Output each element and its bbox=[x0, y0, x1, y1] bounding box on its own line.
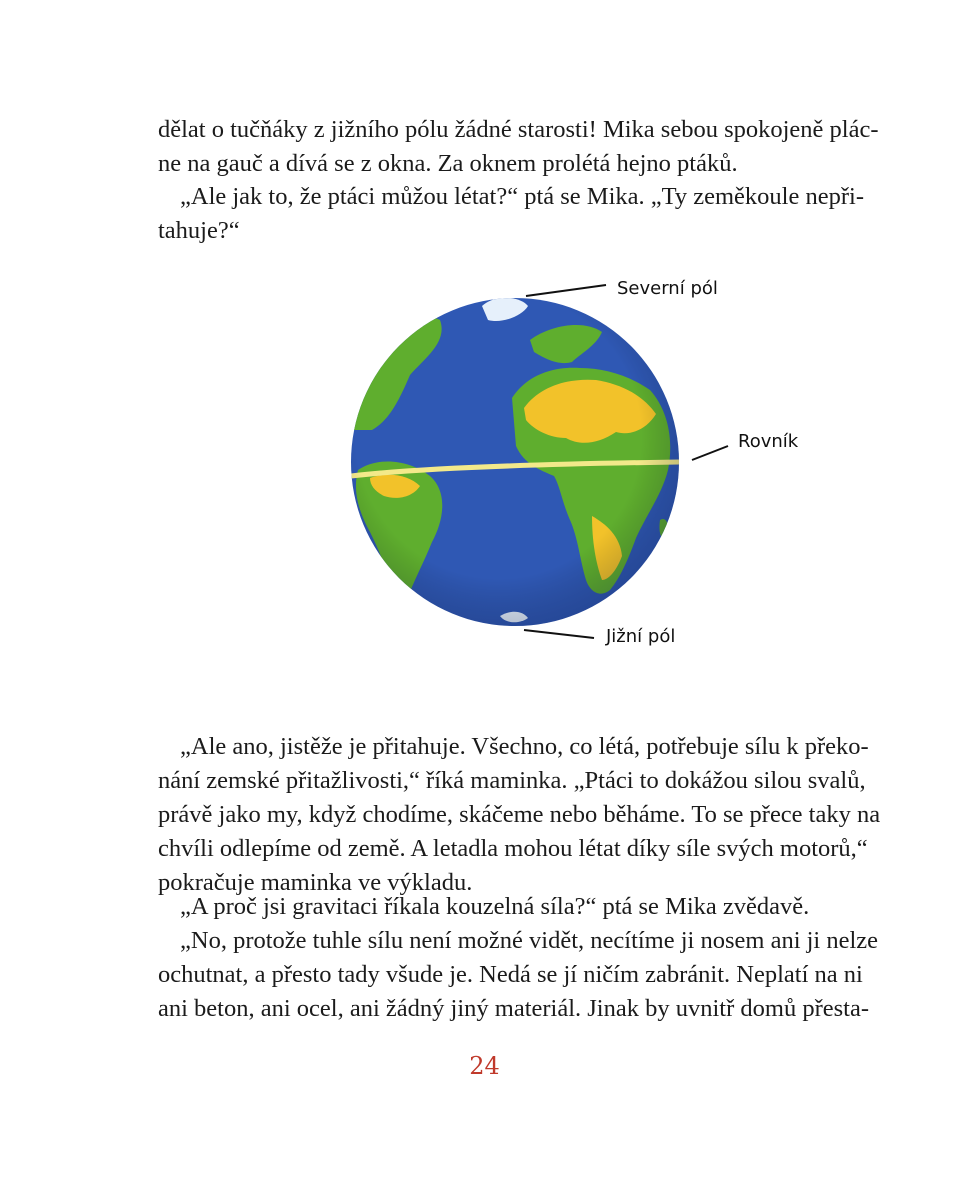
text-line: právě jako my, když chodíme, skáčeme nebo běháme. To se přece taky na bbox=[158, 801, 881, 828]
globe-illustration bbox=[330, 280, 810, 660]
text-line: ochutnat, a přesto tady všude je. Nedá se jí ničím zabránit. Neplatí na ni bbox=[158, 961, 863, 988]
globe-shading bbox=[351, 298, 679, 626]
text-line: tahuje?“ bbox=[158, 217, 240, 244]
page-number: 24 bbox=[469, 1052, 500, 1080]
south-pole-leader bbox=[524, 630, 594, 638]
paragraph-4 bbox=[158, 890, 858, 924]
label-south-pole: Jižní pól bbox=[606, 626, 676, 647]
text-line: „A proč jsi gravitaci říkala kouzelná síla?“ ptá se Mika zvědavě. bbox=[180, 893, 810, 920]
text-line: ani beton, ani ocel, ani žádný jiný materiál. Jinak by uvnitř domů přesta- bbox=[158, 995, 869, 1022]
label-equator: Rovník bbox=[738, 431, 799, 452]
label-north-pole: Severní pól bbox=[617, 278, 718, 299]
paragraph-5 bbox=[158, 924, 879, 1026]
text-line: „Ale ano, jistěže je přitahuje. Všechno, co létá, potřebuje sílu k překo- bbox=[180, 733, 869, 760]
text-line: pokračuje maminka ve výkladu. bbox=[158, 869, 473, 896]
text-line: „No, protože tuhle sílu není možné vidět, necítíme ji nosem ani ji nelze bbox=[180, 927, 879, 954]
paragraph-1 bbox=[158, 113, 879, 181]
text-line: nání zemské přitažlivosti,“ říká maminka. „Ptáci to dokážou silou svalů, bbox=[158, 767, 866, 794]
text-line: dělat o tučňáky z jižního pólu žádné starosti! Mika sebou spokojeně plác- bbox=[158, 116, 879, 143]
text-line: chvíli odlepíme od země. A letadla mohou létat díky síle svých motorů,“ bbox=[158, 835, 868, 862]
text-line: „Ale jak to, že ptáci můžou létat?“ ptá se Mika. „Ty zeměkoule nepři- bbox=[180, 183, 864, 210]
equator-leader bbox=[692, 446, 728, 460]
text-line: ne na gauč a dívá se z okna. Za oknem prolétá hejno ptáků. bbox=[158, 150, 738, 177]
paragraph-3 bbox=[158, 730, 881, 900]
paragraph-2 bbox=[158, 180, 864, 248]
north-pole-leader bbox=[526, 285, 606, 296]
